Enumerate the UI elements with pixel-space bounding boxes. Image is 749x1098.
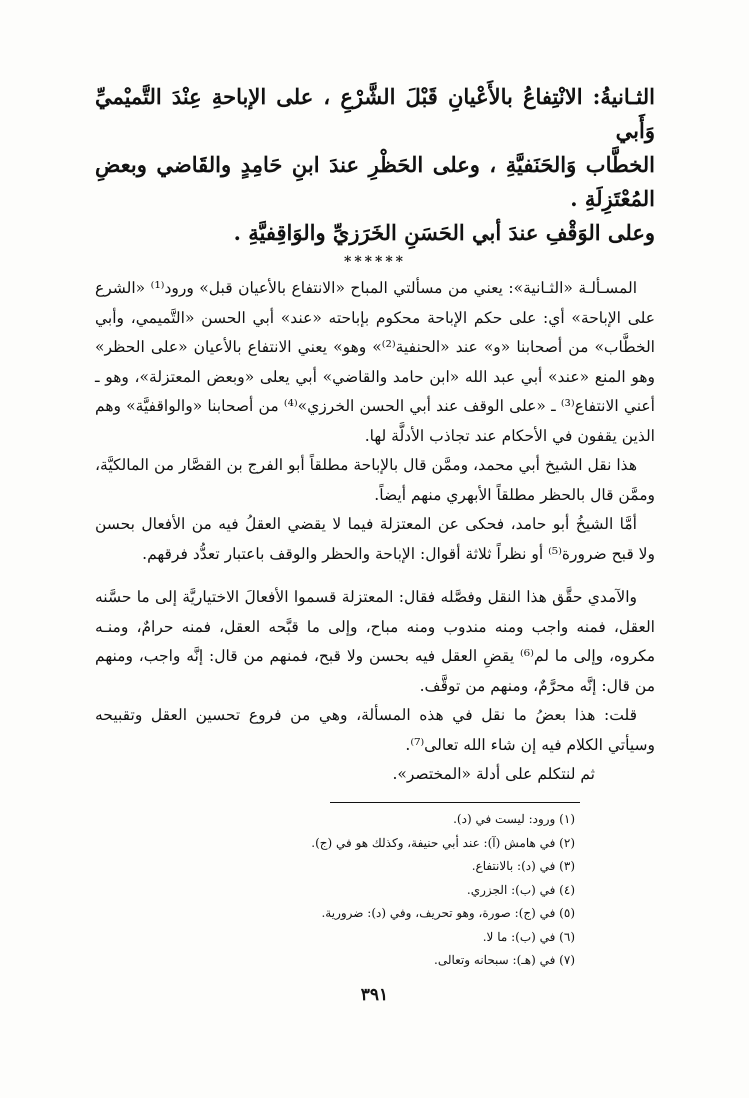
footnotes <box>95 808 575 973</box>
footnote: (١) ورود: ليست في (د). <box>453 812 575 826</box>
footnote: (٤) في (ب): الجزري. <box>466 882 575 897</box>
issue-heading <box>95 80 655 250</box>
paragraph: أمَّا الشيخُ أبو حامد، فحكى عن المعتزلة فيما لا يقضي العقلُ فيه من الأفعال بحسن ولا قبح ضرورة⁽⁵⁾ أو نظراً ثلاثة أقوال: الإباحة والحظر والوقف باعتبار تعدُّد فرقهم. <box>95 515 655 563</box>
footnote: (٥) في (ج): صورة، وهو تحريف، وفي (د): ضرورية. <box>321 906 575 920</box>
heading-line: الثـانيةُ: الانْتِفاعُ بالأَعْيانِ قَبْلَ الشَّرْعِ ، على الإباحةِ عِنْدَ التَّميْميِّ وَأَبي <box>95 84 655 143</box>
paragraph: المسـألـة «الثـانية»: يعني من مسألتي المباح «الانتفاع بالأعيان قبل» ورود⁽¹⁾ «الشرع على الإباحة» أي: على حكم الإباحة محكوم بإباحته «عند» أبي الحسن «التَّميمي، وأبي الخطَّاب» من أصحابنا «و» عند «الحنفية⁽²⁾» وهو» يعني الانتفاع بالأعيان «على الحظر» وهو المنع «عند» أبي عبد الله «ابن حامد والقاضي» أبي يعلى «وبعض المعتزلة»، وهو ـ أعني الانتفاع⁽³⁾ ـ «على الوقف عند أبي الحسن الخرزي»⁽⁴⁾ من أصحابنا «والواقفيَّة» وهم الذين يقفون في الأحكام عند تجاذب الأدلَّة لها. <box>95 279 655 445</box>
footnote-divider <box>330 802 580 803</box>
footnote: (٧) في (هـ): سبحانه وتعالى. <box>434 953 575 967</box>
heading-line: وعلى الوَقْفِ عندَ أبي الحَسَنِ الخَرَزيِّ والوَاقِفيَّةِ . <box>233 220 655 245</box>
paragraph: هذا نقل الشيخ أبي محمد، وممَّن قال بالإباحة مطلقاً أبو الفرج بن القصَّار من المالكيَّة، وممَّن قال بالحظر مطلقاً الأبهري منهم أيضاً. <box>95 456 655 504</box>
paragraph: ثم لنتكلم على أدلة «المختصر». <box>392 765 595 783</box>
commentary-body <box>95 274 655 790</box>
separator-stars: ****** <box>344 254 406 270</box>
page-content <box>95 80 655 790</box>
paragraph: والآمدي حقَّق هذا النقل وفصَّله فقال: المعتزلة قسموا الأفعالَ الاختياريَّة إلى ما حسَّنه العقل، فمنه واجب ومنه مندوب ومنه مباح، وإلى ما قبَّحه العقل، فمنه حرامٌ، ومنـه مكروه، وإلى ما لم⁽⁶⁾ يقضِ العقل فيه بحسن ولا قبح، فمنهم من قال: إنَّه واجب، ومنهم من قال: إنَّه محرَّمٌ، ومنهم من توقَّف. <box>95 588 655 695</box>
page-number: ٣٩١ <box>360 985 389 1005</box>
footnote: (٦) في (ب): ما لا. <box>482 929 575 944</box>
heading-line: الخطَّاب وَالحَنَفيَّةِ ، وعلى الحَظْرِ عندَ ابنِ حَامِدٍ والقَاضي وبعضِ المُعْتَزِلَةِ . <box>95 152 655 211</box>
footnote: (٣) في (د): بالانتفاع. <box>471 859 575 873</box>
paragraph: قلت: هذا بعضُ ما نقل في هذه المسألة، وهي من فروع تحسين العقل وتقبيحه وسيأتي الكلام فيه إن شاء الله تعالى⁽⁷⁾. <box>95 706 655 754</box>
footnote: (٢) في هامش (آ): عند أبي حنيفة، وكذلك هو في (ج). <box>311 835 575 850</box>
